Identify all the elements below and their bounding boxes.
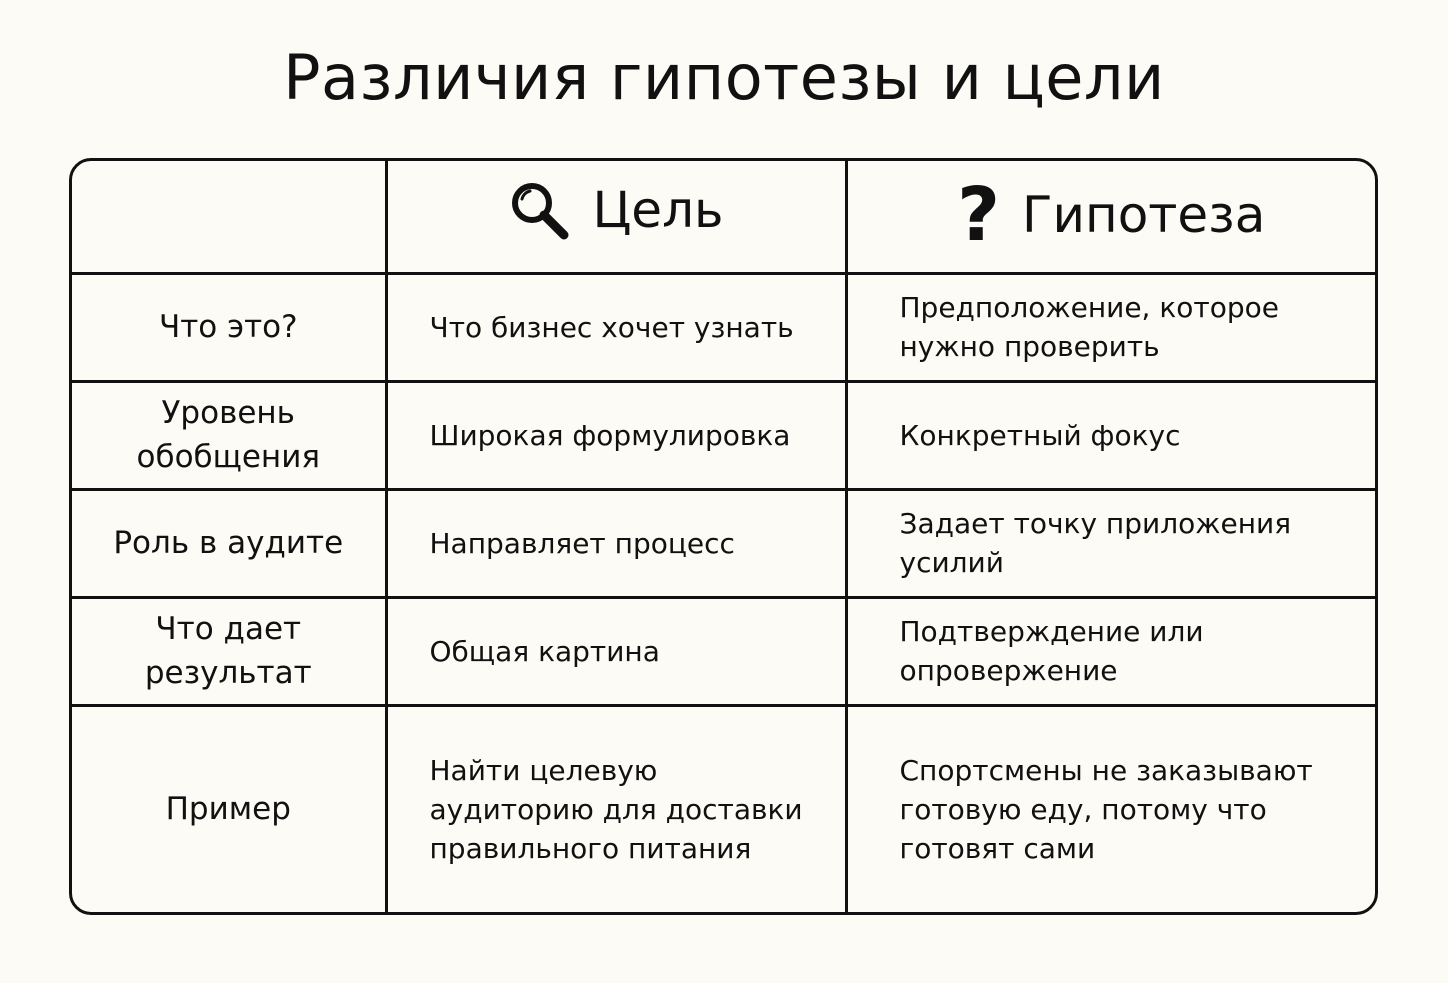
header-goal-label: Цель (592, 180, 724, 239)
table-row (72, 597, 1375, 705)
hypothesis-cell: Предположение, которое нужно проверить (846, 273, 1375, 381)
goal-cell: Широкая формулировка (386, 381, 846, 489)
header-row (72, 161, 1375, 273)
table-row (72, 489, 1375, 597)
header-hypothesis-cell (846, 161, 1375, 273)
hypothesis-cell: Спортсмены не заказывают готовую еду, потому что готовят сами (846, 705, 1375, 912)
header-goal-cell (386, 161, 846, 273)
goal-cell: Направляет процесс (386, 489, 846, 597)
header-hypothesis-label: Гипотеза (1022, 185, 1266, 244)
row-label: Что это? (72, 273, 386, 381)
hypothesis-cell: Задает точку приложения усилий (846, 489, 1375, 597)
goal-cell: Общая картина (386, 597, 846, 705)
hypothesis-cell: Подтверждение или опровержение (846, 597, 1375, 705)
hypothesis-cell: Конкретный фокус (846, 381, 1375, 489)
question-mark-icon: ? (957, 171, 1001, 258)
comparison-table-grid (72, 161, 1375, 912)
row-label: Что дает результат (72, 597, 386, 705)
table-row (72, 273, 1375, 381)
comparison-table (69, 158, 1378, 915)
goal-cell: Что бизнес хочет узнать (386, 273, 846, 381)
row-label: Пример (72, 705, 386, 912)
magnifier-icon (508, 179, 570, 241)
goal-cell: Найти целевую аудиторию для доставки правильного питания (386, 705, 846, 912)
row-label: Уровень обобщения (72, 381, 386, 489)
row-label: Роль в аудите (72, 489, 386, 597)
page-title: Различия гипотезы и цели (283, 41, 1165, 114)
header-empty-cell (72, 161, 386, 273)
table-row (72, 705, 1375, 912)
table-row (72, 381, 1375, 489)
